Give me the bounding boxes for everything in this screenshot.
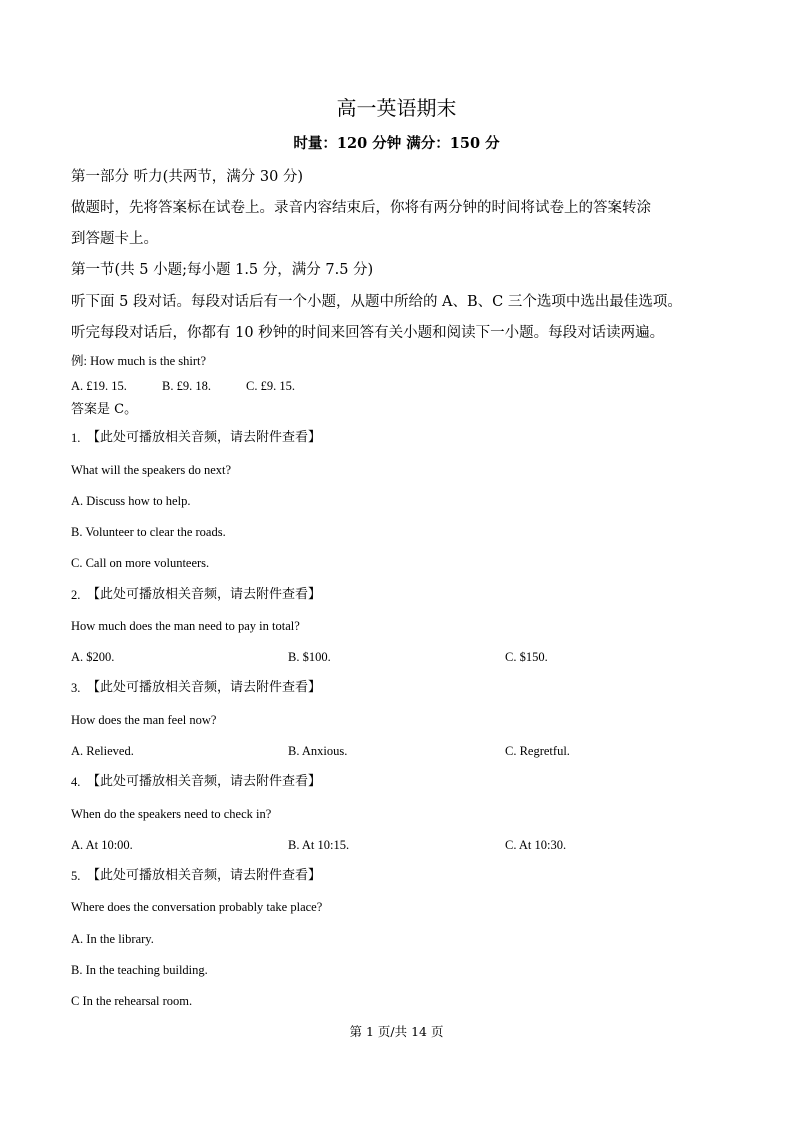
question-number: 2. — [71, 588, 81, 602]
question-option-b: B. Anxious. — [288, 744, 348, 758]
instruction-1-line-1: 做题时，先将答案标在试卷上。录音内容结束后，你将有两分钟的时间将试卷上的答案转涂 — [71, 200, 651, 216]
question-option-a: A. $200. — [71, 650, 115, 664]
question-option-b: B. Volunteer to clear the roads. — [71, 525, 226, 539]
question-number: 3. — [71, 681, 81, 695]
question-option-a: A. In the library. — [71, 932, 154, 946]
instruction-2-line-1: 听下面 5 段对话。每段对话后有一个小题，从题中所给的 A、B、C 三个选项中选出最佳选项。 — [71, 294, 682, 310]
question-option-c: C In the rehearsal room. — [71, 994, 193, 1008]
example-question: 例: How much is the shirt? — [71, 354, 207, 368]
page-title: 高一英语期末 — [336, 96, 457, 120]
question-option-b: B. $100. — [288, 650, 331, 664]
instruction-2-line-2: 听完每段对话后，你都有 10 秒钟的时间来回答有关小题和阅读下一小题。每段对话读两遍。 — [71, 325, 665, 341]
page-footer: 第 1 页/共 14 页 — [349, 1024, 444, 1039]
question-option-a: A. At 10:00. — [71, 838, 133, 852]
section1-heading: 第一节(共 5 小题;每小题 1.5 分，满分 7.5 分) — [71, 262, 374, 278]
example-option-a: A. £19. 15. — [71, 379, 127, 393]
question-option-c: C. $150. — [505, 650, 548, 664]
example-option-c: C. £9. 15. — [246, 379, 295, 393]
audio-note[interactable]: 【此处可播放相关音频，请去附件查看】 — [87, 868, 322, 883]
question-option-c: C. Call on more volunteers. — [71, 556, 210, 570]
question-text: When do the speakers need to check in? — [71, 807, 272, 821]
question-text: Where does the conversation probably take place? — [71, 900, 323, 914]
question-text: How much does the man need to pay in total? — [71, 619, 300, 633]
audio-note[interactable]: 【此处可播放相关音频，请去附件查看】 — [87, 680, 322, 695]
question-number: 1. — [71, 431, 81, 445]
question-text: What will the speakers do next? — [71, 463, 232, 477]
exam-info: 时量：120 分钟 满分：150 分 — [293, 135, 500, 152]
question-number: 5. — [71, 869, 81, 883]
question-option-b: B. In the teaching building. — [71, 963, 208, 977]
question-option-a: A. Discuss how to help. — [71, 494, 191, 508]
part1-heading: 第一部分 听力(共两节，满分 30 分) — [71, 169, 304, 185]
audio-note[interactable]: 【此处可播放相关音频，请去附件查看】 — [87, 774, 322, 789]
question-text: How does the man feel now? — [71, 713, 217, 727]
example-option-b: B. £9. 18. — [162, 379, 211, 393]
example-answer: 答案是 C。 — [71, 402, 138, 417]
question-option-a: A. Relieved. — [71, 744, 134, 758]
question-number: 4. — [71, 775, 81, 789]
question-option-c: C. Regretful. — [505, 744, 570, 758]
question-option-b: B. At 10:15. — [288, 838, 350, 852]
audio-note[interactable]: 【此处可播放相关音频，请去附件查看】 — [87, 430, 322, 445]
audio-note[interactable]: 【此处可播放相关音频，请去附件查看】 — [87, 587, 322, 602]
instruction-1-line-2: 到答题卡上。 — [71, 231, 158, 247]
question-option-c: C. At 10:30. — [505, 838, 567, 852]
